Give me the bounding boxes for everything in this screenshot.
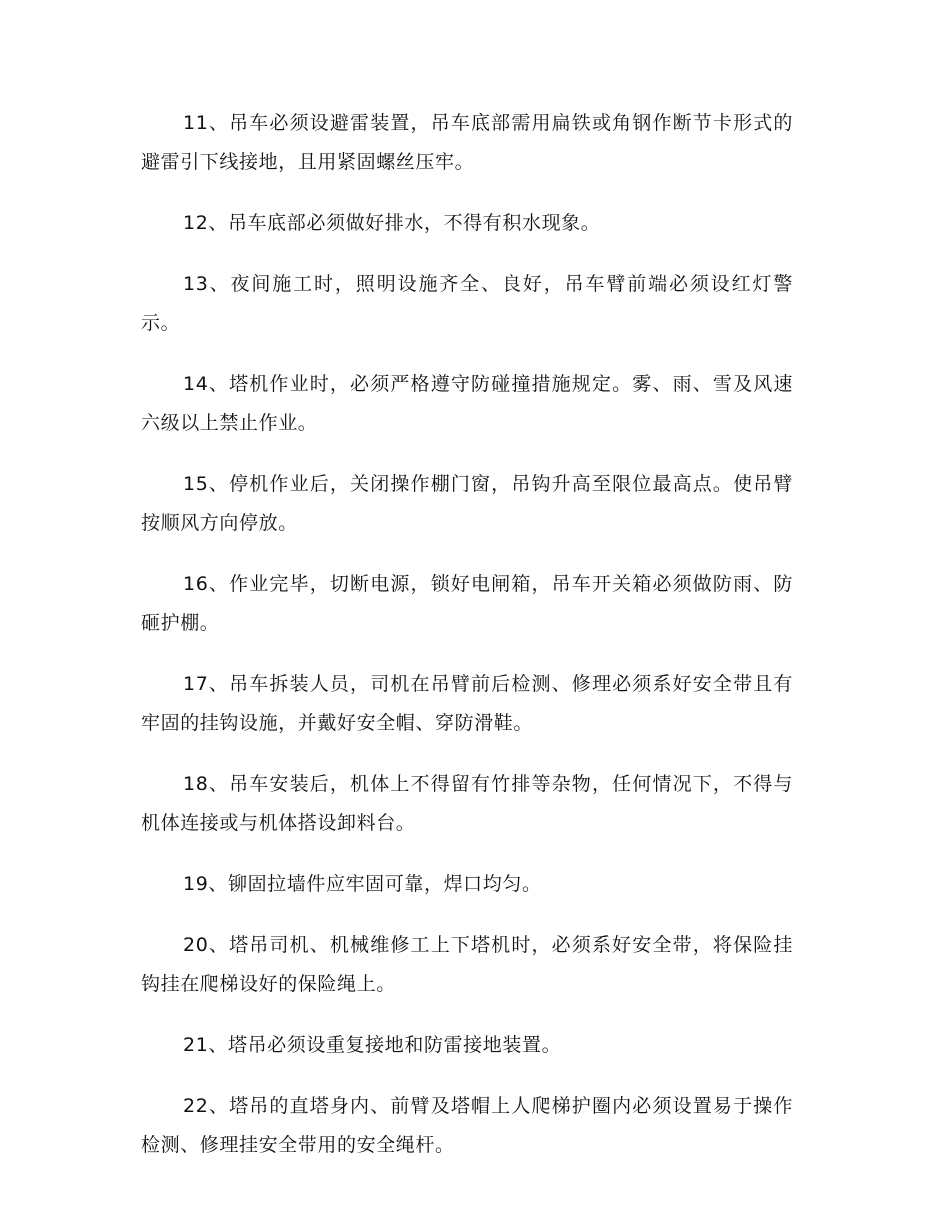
paragraph-12: 12、吊车底部必须做好排水，不得有积水现象。 [183, 212, 601, 234]
document-body [141, 104, 793, 1187]
paragraph-13: 13、夜间施工时，照明设施齐全、良好，吊车臂前端必须设红灯警示。 [141, 273, 793, 334]
paragraph-16: 16、作业完毕，切断电源，锁好电闸箱，吊车开关箱必须做防雨、防砸护棚。 [141, 573, 793, 634]
paragraph-22: 22、塔吊的直塔身内、前臂及塔帽上人爬梯护圈内必须设置易于操作检测、修理挂安全带用的安全绳杆。 [141, 1095, 793, 1156]
paragraph-20: 20、塔吊司机、机械维修工上下塔机时，必须系好安全带，将保险挂钩挂在爬梯设好的保险绳上。 [141, 934, 793, 995]
paragraph-21: 21、塔吊必须设重复接地和防雷接地装置。 [183, 1034, 562, 1056]
paragraph-19: 19、铆固拉墙件应牢固可靠，焊口均匀。 [183, 873, 542, 895]
paragraph-11: 11、吊车必须设避雷装置，吊车底部需用扁铁或角钢作断节卡形式的避雷引下线接地，且用紧固螺丝压牢。 [141, 112, 793, 173]
paragraph-17: 17、吊车拆装人员，司机在吊臂前后检测、修理必须系好安全带且有牢固的挂钩设施，并戴好安全帽、穿防滑鞋。 [141, 673, 793, 734]
paragraph-15: 15、停机作业后，关闭操作棚门窗，吊钩升高至限位最高点。使吊臂按顺风方向停放。 [141, 473, 793, 534]
paragraph-18: 18、吊车安装后，机体上不得留有竹排等杂物，任何情况下，不得与机体连接或与机体搭设卸料台。 [141, 773, 793, 834]
paragraph-14: 14、塔机作业时，必须严格遵守防碰撞措施规定。雾、雨、雪及风速六级以上禁止作业。 [141, 373, 793, 434]
